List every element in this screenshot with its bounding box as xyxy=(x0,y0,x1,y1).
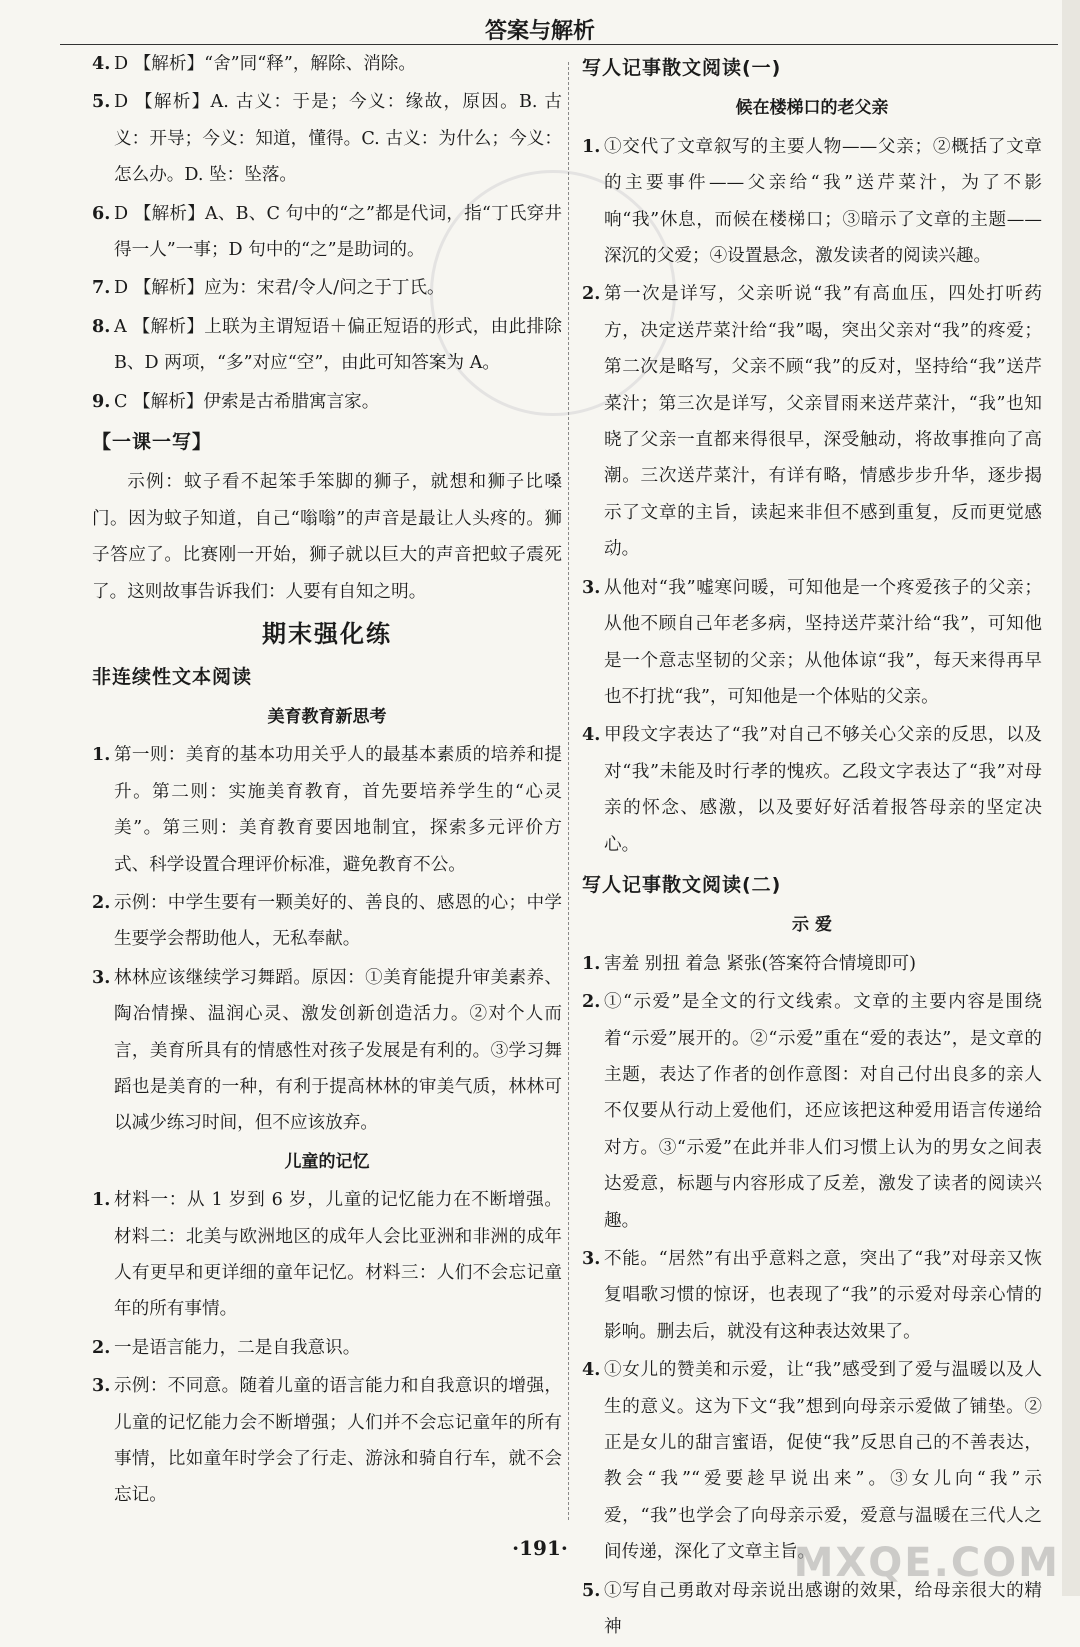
site-watermark: MXQE.COM xyxy=(793,1540,1060,1586)
answer-item xyxy=(582,570,1042,716)
answer-item xyxy=(92,1368,562,1514)
answer-text: ①交代了文章叙写的主要人物——父亲；②概括了文章的主要事件——父亲给“我”送芹菜汁，为了不影响“我”休息，而候在楼梯口；③暗示了文章的主题——深沉的父爱；④设置悬念，激发读者的阅读兴趣。 xyxy=(604,136,1042,267)
answer-text: 示例：不同意。随着儿童的语言能力和自我意识的增强，儿童的记忆能力会不断增强；人们并不会忘记童年的所有事情，比如童年时学会了行走、游泳和骑自行车，就不会忘记。 xyxy=(114,1376,562,1506)
answer-item xyxy=(582,717,1042,863)
answer-text: D 【解析】应为：宋君/令人/问之于丁氏。 xyxy=(114,278,445,299)
answer-number: 1. xyxy=(92,1189,111,1211)
section-heading-prose-1: 写人记事散文阅读(一) xyxy=(582,57,782,79)
left-column xyxy=(92,46,562,1516)
answer-item xyxy=(582,946,1042,982)
answer-item xyxy=(92,46,562,82)
answer-number: 2. xyxy=(92,891,111,913)
answer-item xyxy=(582,129,1042,275)
answer-number: 8. xyxy=(92,315,111,337)
answer-text: C 【解析】伊索是古希腊寓言家。 xyxy=(114,391,380,412)
right-column xyxy=(582,46,1042,1647)
answer-item xyxy=(92,1182,562,1328)
answer-item xyxy=(582,1241,1042,1350)
answer-text: 林林应该继续学习舞蹈。原因：①美育能提升审美素养、陶冶情操、温润心灵、激发创新创造活力。②对个人而言，美育所具有的情感性对孩子发展是有利的。③学习舞蹈也是美育的一种，有利于提高林林的审美气质，林林可以减少练习时间，但不应该放弃。 xyxy=(114,967,562,1134)
answer-text: 从他对“我”嘘寒问暖，可知他是一个疼爱孩子的父亲；从他不顾自己年老多病，坚持送芹菜汁给“我”，可知他是一个意志坚韧的父亲；从他体谅“我”，每天来得再早也不打扰“我”，可知他是一个体贴的父亲。 xyxy=(604,577,1042,707)
answer-text: 一是语言能力，二是自我意识。 xyxy=(114,1337,361,1358)
answer-text: A 【解析】上联为主谓短语＋偏正短语的形式，由此排除 B、D 两项，“多”对应“空”，由此可知答案为 A。 xyxy=(114,316,562,374)
answer-text: ①写自己勇敢对母亲说出感谢的效果，给母亲很大的精神 xyxy=(604,1580,1042,1638)
answer-item xyxy=(582,276,1042,567)
page-number: ·191· xyxy=(512,1536,568,1560)
section-heading-nontext: 非连续性文本阅读 xyxy=(92,665,253,688)
answer-number: 9. xyxy=(92,390,111,412)
answer-item xyxy=(92,270,562,306)
answer-item xyxy=(92,309,562,382)
answer-number: 7. xyxy=(92,277,111,299)
answer-number: 2. xyxy=(582,991,601,1013)
answer-item xyxy=(92,737,562,883)
header-rule xyxy=(60,44,1058,45)
answer-item xyxy=(92,84,562,193)
subtitle-show-love: 示 爱 xyxy=(792,915,832,936)
final-practice-title: 期末强化练 xyxy=(262,620,392,649)
answer-text: ①女儿的赞美和示爱，让“我”感受到了爱与温暖以及人生的意义。这为下文“我”想到向母亲示爱做了铺垫。②正是女儿的甜言蜜语，促使“我”反思自己的不善表达，教会“我”“爱要趁早说出来”。③女儿向“我”示爱，“我”也学会了向母亲示爱，爱意与温暖在三代人之间传递，深化了文章主旨。 xyxy=(604,1360,1042,1563)
answer-number: 5. xyxy=(582,1579,601,1601)
answer-text: D 【解析】“舍”同“释”，解除、消除。 xyxy=(114,54,416,74)
answer-text: ①“示爱”是全文的行文线索。文章的主要内容是围绕着“示爱”展开的。②“示爱”重在“爱的表达”，是文章的主题，表达了作者的创作意图：对自己付出良多的亲人不仅要从行动上爱他们，还应该把这种爱用语言传递给对方。③“示爱”在此并非人们习惯上认为的男女之间表达爱意，标题与内容形成了反差，激发了读者的阅读兴趣。 xyxy=(604,992,1042,1231)
answer-text: 第一则：美育的基本功用关乎人的最基本素质的培养和提升。第二则：实施美育教育，首先要培养学生的“心灵美”。第三则：美育教育要因地制宜，探索多元评价方式、科学设置合理评价标准，避免教育不公。 xyxy=(114,745,562,875)
answer-number: 1. xyxy=(92,744,111,766)
answer-text: 第一次是详写，父亲听说“我”有高血压，四处打听药方，决定送芹菜汁给“我”喝，突出父亲对“我”的疼爱；第二次是略写，父亲不顾“我”的反对，坚持给“我”送芹菜汁；第三次是详写，父亲冒雨来送芹菜汁，“我”也知晓了父亲一直都来得很早，深受触动，将故事推向了高潮。三次送芹菜汁，有详有略，情感步步升华，逐步揭示了文章的主旨，读起来非但不感到重复，反而更觉感动。 xyxy=(604,284,1042,560)
answer-list-a xyxy=(92,46,562,420)
column-divider xyxy=(568,62,569,1520)
answer-text: D 【解析】A. 古义：于是；今义：缘故，原因。B. 古义：开导；今义：知道，懂得。C. 古义：为什么；今义：怎么办。D. 坠：坠落。 xyxy=(114,92,562,186)
yike-paragraph: 示例：蚊子看不起笨手笨脚的狮子，就想和狮子比嗓门。因为蚊子知道，自己“嗡嗡”的声音是最让人头疼的。狮子答应了。比赛刚一开始，狮子就以巨大的声音把蚊子震死了。这则故事告诉我们：人要有自知之明。 xyxy=(92,472,562,602)
answer-number: 3. xyxy=(92,966,111,988)
answer-text: 害羞 别扭 着急 紧张(答案符合情境即可) xyxy=(604,953,917,974)
answer-list-memory xyxy=(92,1182,562,1514)
answer-number: 3. xyxy=(92,1375,111,1397)
answer-text: 示例：中学生要有一颗美好的、善良的、感恩的心；中学生要学会帮助他人，无私奉献。 xyxy=(114,892,562,950)
answer-text: 材料一：从 1 岁到 6 岁，儿童的记忆能力在不断增强。材料二：北美与欧洲地区的成年人会比亚洲和非洲的成年人有更早和更详细的童年记忆。材料三：人们不会忘记童年的所有事情。 xyxy=(114,1190,562,1320)
answer-item xyxy=(582,984,1042,1239)
answer-text: 不能。“居然”有出乎意料之意，突出了“我”对母亲又恢复唱歌习惯的惊讶，也表现了“我”的示爱对母亲心情的影响。删去后，就没有这种表达效果了。 xyxy=(604,1249,1042,1342)
header-title: 答案与解析 xyxy=(484,19,595,44)
answer-number: 5. xyxy=(92,91,111,113)
answer-number: 2. xyxy=(582,283,601,305)
answer-number: 2. xyxy=(92,1336,111,1358)
section-heading-prose-2: 写人记事散文阅读(二) xyxy=(582,873,782,896)
section-heading-yike: 【一课一写】 xyxy=(92,431,213,454)
answer-number: 1. xyxy=(582,952,601,974)
answer-item xyxy=(92,196,562,269)
subtitle-aesthetic: 美育教育新思考 xyxy=(267,706,387,727)
answer-number: 6. xyxy=(92,202,111,224)
answer-number: 3. xyxy=(582,576,601,598)
answer-item xyxy=(92,384,562,420)
answer-number: 3. xyxy=(582,1248,601,1269)
answer-text: 甲段文字表达了“我”对自己不够关心父亲的反思，以及对“我”未能及时行孝的愧疚。乙段文字表达了“我”对母亲的怀念、感激，以及要好好活着报答母亲的坚定决心。 xyxy=(604,725,1042,855)
answer-item xyxy=(92,1330,562,1366)
subtitle-child-memory: 儿童的记忆 xyxy=(284,1151,370,1172)
answer-text: D 【解析】A、B、C 句中的“之”都是代词，指“丁氏穿井得一人”一事；D 句中的“之”是助词的。 xyxy=(114,203,562,261)
answer-number: 4. xyxy=(582,1359,601,1381)
page-header xyxy=(0,0,1080,44)
page-edge xyxy=(1062,0,1080,1596)
answer-list-aesthetic xyxy=(92,737,562,1141)
answer-list-father xyxy=(582,129,1042,863)
answer-number: 4. xyxy=(92,53,111,74)
answer-item xyxy=(92,960,562,1142)
subtitle-father: 候在楼梯口的老父亲 xyxy=(735,98,889,119)
answer-item xyxy=(92,885,562,958)
answer-number: 4. xyxy=(582,724,601,746)
answer-number: 1. xyxy=(582,135,601,157)
